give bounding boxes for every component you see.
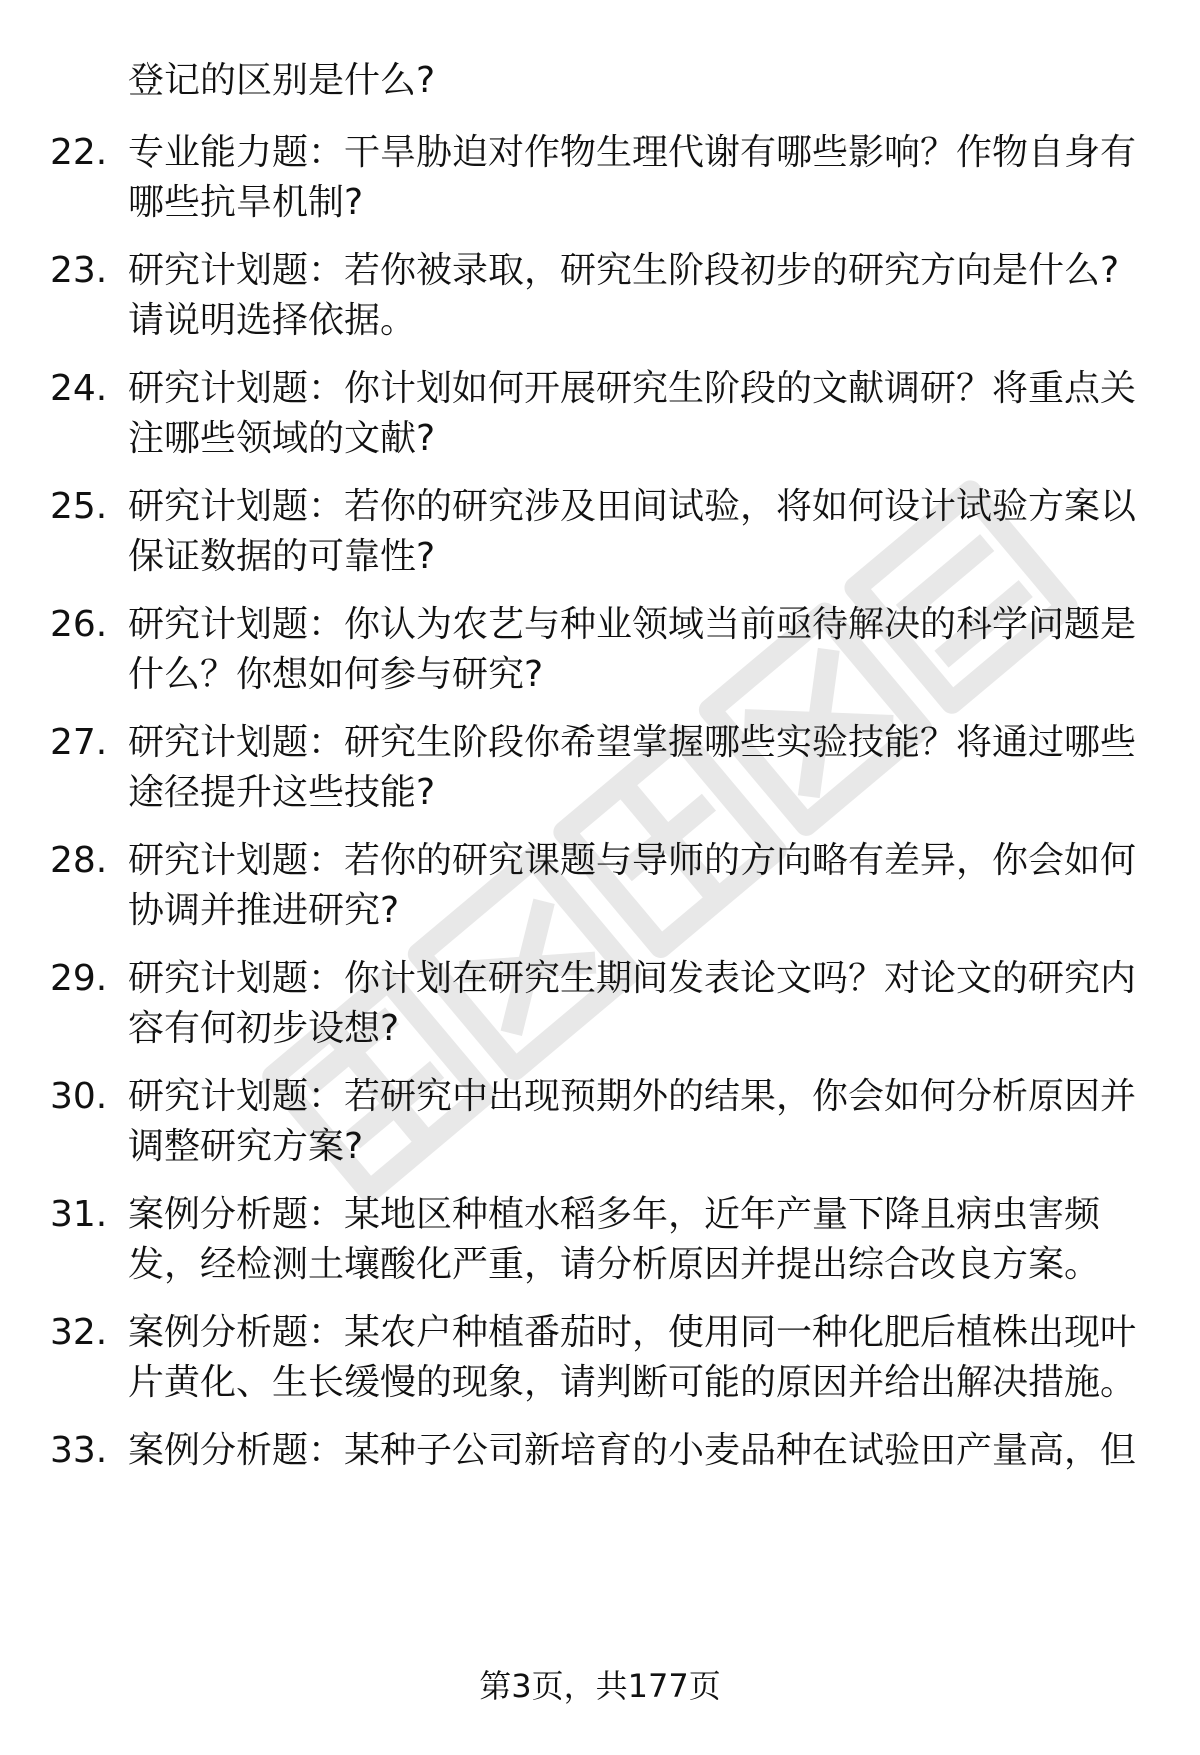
question-text [128, 364, 1148, 464]
question-text-line: 专业能力题：干旱胁迫对作物生理代谢有哪些影响？作物自身有 [128, 132, 1137, 173]
question-text [128, 718, 1148, 818]
question-text-line: 案例分析题：某农户种植番茄时，使用同一种化肥后植株出现叶 [128, 1312, 1137, 1353]
question-text-line: 协调并推进研究? [128, 890, 400, 931]
question-text-line: 研究计划题：若你的研究涉及田间试验，将如何设计试验方案以 [128, 486, 1137, 527]
question-number: 26. [50, 604, 108, 645]
question-text-line: 调整研究方案? [128, 1126, 364, 1167]
continuation-text: 登记的区别是什么? [128, 60, 436, 101]
question-number: 23. [50, 250, 108, 291]
question-text-line: 哪些抗旱机制? [128, 182, 364, 223]
question-text-line: 容有何初步设想? [128, 1008, 400, 1049]
question-text [128, 600, 1148, 700]
question-text-line: 注哪些领域的文献? [128, 418, 436, 459]
question-text [128, 1308, 1148, 1408]
question-text-line: 研究计划题：若你被录取，研究生阶段初步的研究方向是什么? [128, 250, 1120, 291]
question-number: 30. [50, 1076, 108, 1117]
question-text-line: 案例分析题：某地区种植水稻多年，近年产量下降且病虫害频 [128, 1194, 1101, 1235]
question-text [128, 246, 1148, 346]
page-footer: 第3页，共177页 [479, 1667, 721, 1705]
question-text-line: 片黄化、生长缓慢的现象，请判断可能的原因并给出解决措施。 [128, 1362, 1137, 1403]
question-text-line: 什么？你想如何参与研究? [128, 654, 544, 695]
question-text-line: 保证数据的可靠性? [128, 536, 436, 577]
question-text-line: 发，经检测土壤酸化严重，请分析原因并提出综合改良方案。 [128, 1244, 1101, 1285]
question-text-line: 研究计划题：研究生阶段你希望掌握哪些实验技能？将通过哪些 [128, 722, 1137, 763]
question-number: 32. [50, 1312, 108, 1353]
question-number: 24. [50, 368, 108, 409]
question-text-line: 途径提升这些技能? [128, 772, 436, 813]
question-number: 28. [50, 840, 108, 881]
question-text [128, 954, 1148, 1054]
question-number: 31. [50, 1194, 108, 1235]
question-text [128, 1190, 1148, 1290]
question-text [128, 1072, 1148, 1172]
question-text [128, 1426, 1148, 1476]
question-text-line: 研究计划题：若你的研究课题与导师的方向略有差异，你会如何 [128, 840, 1137, 881]
question-text-line: 研究计划题：你计划如何开展研究生阶段的文献调研？将重点关 [128, 368, 1137, 409]
question-text [128, 128, 1148, 228]
question-text-line: 请说明选择依据。 [128, 300, 417, 341]
question-number: 29. [50, 958, 108, 999]
question-text-line: 案例分析题：某种子公司新培育的小麦品种在试验田产量高，但 [128, 1430, 1137, 1471]
question-number: 33. [50, 1430, 108, 1471]
question-text-line: 研究计划题：若研究中出现预期外的结果，你会如何分析原因并 [128, 1076, 1137, 1117]
question-number: 25. [50, 486, 108, 527]
question-text [128, 836, 1148, 936]
question-text-line: 研究计划题：你计划在研究生期间发表论文吗？对论文的研究内 [128, 958, 1137, 999]
question-number: 22. [50, 132, 108, 173]
question-text-line: 研究计划题：你认为农艺与种业领域当前亟待解决的科学问题是 [128, 604, 1137, 645]
question-text [128, 482, 1148, 582]
question-number: 27. [50, 722, 108, 763]
